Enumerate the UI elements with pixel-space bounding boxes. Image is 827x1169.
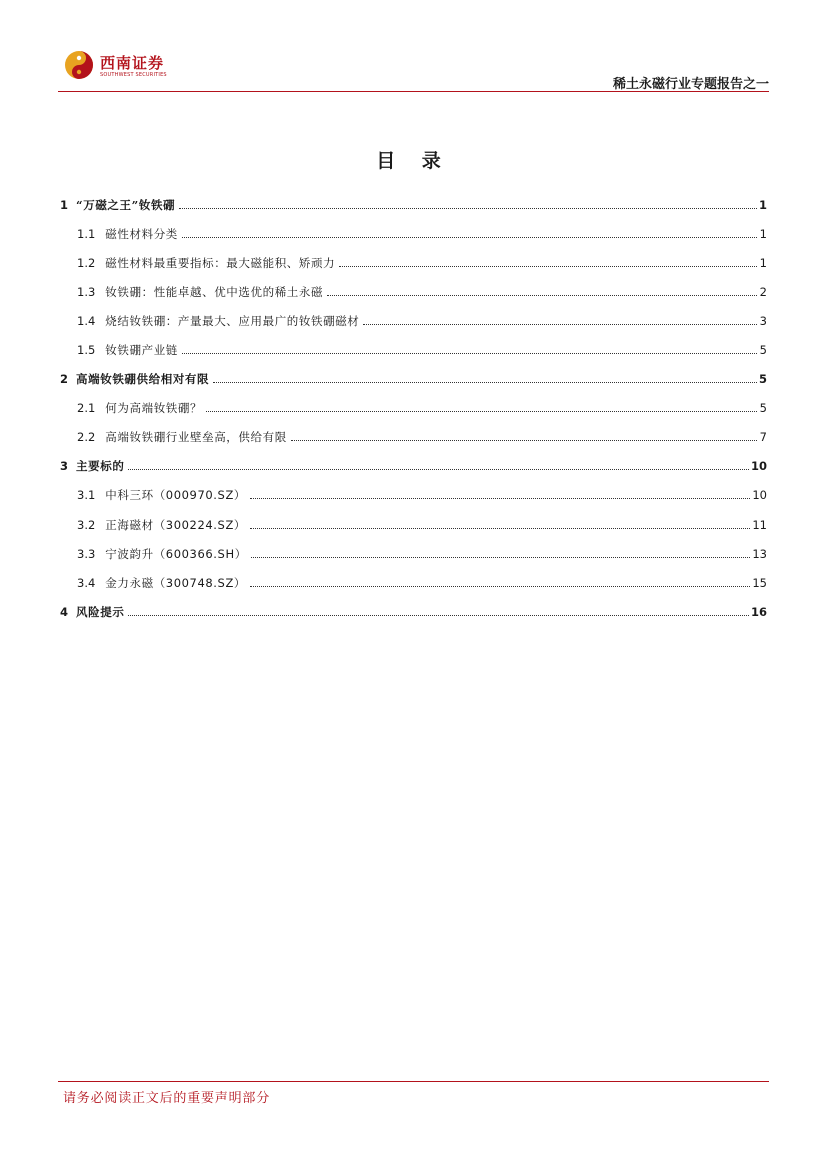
toc-entry-page: 2 — [759, 284, 767, 299]
toc-entry-section[interactable] — [60, 306, 767, 335]
toc-entry-title: 主要标的 — [76, 459, 125, 474]
toc-entry-section[interactable] — [60, 568, 767, 597]
toc-entry-number: 4 — [60, 604, 69, 619]
toc-entry-title: 高端钕铁硼行业壁垒高，供给有限 — [105, 430, 287, 445]
toc-entry-number: 1 — [60, 197, 69, 212]
toc-entry-title: 烧结钕铁硼：产量最大、应用最广的钕铁硼磁材 — [105, 313, 360, 328]
toc-entry-page: 5 — [759, 343, 767, 358]
toc-dot-leader — [128, 468, 749, 470]
toc-dot-leader — [339, 265, 757, 267]
toc-entry-section[interactable] — [60, 510, 767, 539]
toc-entry-number: 2 — [60, 372, 69, 387]
toc-entry-section[interactable] — [60, 539, 767, 568]
toc-entry-number: 2.1 — [77, 401, 96, 416]
toc-entry-page: 15 — [752, 575, 767, 590]
toc-entry-section[interactable] — [60, 219, 767, 248]
table-of-contents — [60, 190, 767, 626]
toc-entry-section[interactable] — [60, 277, 767, 306]
toc-entry-page: 16 — [750, 604, 767, 619]
header-divider — [58, 91, 769, 92]
toc-dot-leader — [251, 556, 751, 558]
toc-entry-number: 1.2 — [77, 255, 96, 270]
toc-entry-page: 10 — [750, 459, 767, 474]
toc-entry-page: 1 — [759, 226, 767, 241]
toc-entry-section[interactable] — [60, 335, 767, 364]
toc-entry-page: 11 — [752, 517, 767, 532]
toc-entry-title: “万磁之王”钕铁硼 — [76, 197, 176, 212]
toc-entry-title: 高端钕铁硼供给相对有限 — [76, 372, 210, 387]
toc-dot-leader — [327, 294, 757, 296]
toc-entry-chapter[interactable] — [60, 452, 767, 481]
toc-dot-leader — [250, 497, 750, 499]
toc-dot-leader — [128, 614, 749, 616]
toc-entry-chapter[interactable] — [60, 365, 767, 394]
toc-entry-number: 2.2 — [77, 430, 96, 445]
toc-entry-number: 3.3 — [77, 546, 96, 561]
toc-dot-leader — [182, 236, 757, 238]
toc-dot-leader — [291, 439, 757, 441]
toc-entry-number: 1.3 — [77, 284, 96, 299]
toc-dot-leader — [206, 410, 757, 412]
toc-entry-page: 5 — [759, 401, 767, 416]
company-logo — [64, 50, 204, 86]
toc-entry-number: 3 — [60, 459, 69, 474]
toc-entry-number: 1.5 — [77, 343, 96, 358]
toc-entry-title: 钕铁硼产业链 — [105, 343, 178, 358]
toc-entry-page: 3 — [759, 313, 767, 328]
toc-entry-chapter[interactable] — [60, 190, 767, 219]
toc-entry-page: 10 — [752, 488, 767, 503]
toc-entry-page: 1 — [759, 255, 767, 270]
toc-entry-title: 金力永磁（300748.SZ） — [105, 575, 247, 590]
toc-entry-chapter[interactable] — [60, 597, 767, 626]
toc-dot-leader — [213, 381, 757, 383]
toc-entry-number: 3.4 — [77, 575, 96, 590]
footer-disclaimer: 请务必阅读正文后的重要声明部分 — [63, 1091, 271, 1106]
toc-dot-leader — [250, 527, 750, 529]
toc-entry-title: 何为高端钕铁硼？ — [105, 401, 203, 416]
toc-entry-page: 13 — [752, 546, 767, 561]
toc-entry-number: 1.1 — [77, 226, 96, 241]
toc-dot-leader — [250, 585, 750, 587]
toc-entry-section[interactable] — [60, 394, 767, 423]
toc-entry-title: 正海磁材（300224.SZ） — [105, 517, 247, 532]
toc-entry-title: 磁性材料最重要指标：最大磁能积、矫顽力 — [105, 255, 336, 270]
toc-entry-page: 5 — [758, 372, 767, 387]
toc-dot-leader — [179, 207, 757, 209]
toc-entry-section[interactable] — [60, 481, 767, 510]
toc-entry-page: 1 — [758, 197, 767, 212]
toc-entry-title: 宁波韵升（600366.SH） — [105, 546, 247, 561]
toc-entry-section[interactable] — [60, 248, 767, 277]
footer-divider — [58, 1081, 769, 1082]
toc-entry-number: 3.2 — [77, 517, 96, 532]
toc-entry-section[interactable] — [60, 423, 767, 452]
logo-name-en: SOUTHWEST SECURITIES — [100, 72, 167, 78]
report-title: 稀土永磁行业专题报告之一 — [612, 77, 769, 92]
toc-entry-title: 磁性材料分类 — [105, 226, 178, 241]
toc-entry-page: 7 — [759, 430, 767, 445]
toc-dot-leader — [182, 352, 757, 354]
toc-entry-title: 中科三环（000970.SZ） — [105, 488, 247, 503]
toc-entry-title: 风险提示 — [76, 604, 125, 619]
toc-entry-number: 1.4 — [77, 313, 96, 328]
toc-heading: 目 录 — [376, 150, 451, 172]
company-logo-icon — [64, 50, 94, 80]
toc-entry-number: 3.1 — [77, 488, 96, 503]
logo-name-cn: 西南证券 — [100, 54, 165, 72]
toc-dot-leader — [363, 323, 757, 325]
toc-entry-title: 钕铁硼：性能卓越、优中选优的稀土永磁 — [105, 284, 324, 299]
